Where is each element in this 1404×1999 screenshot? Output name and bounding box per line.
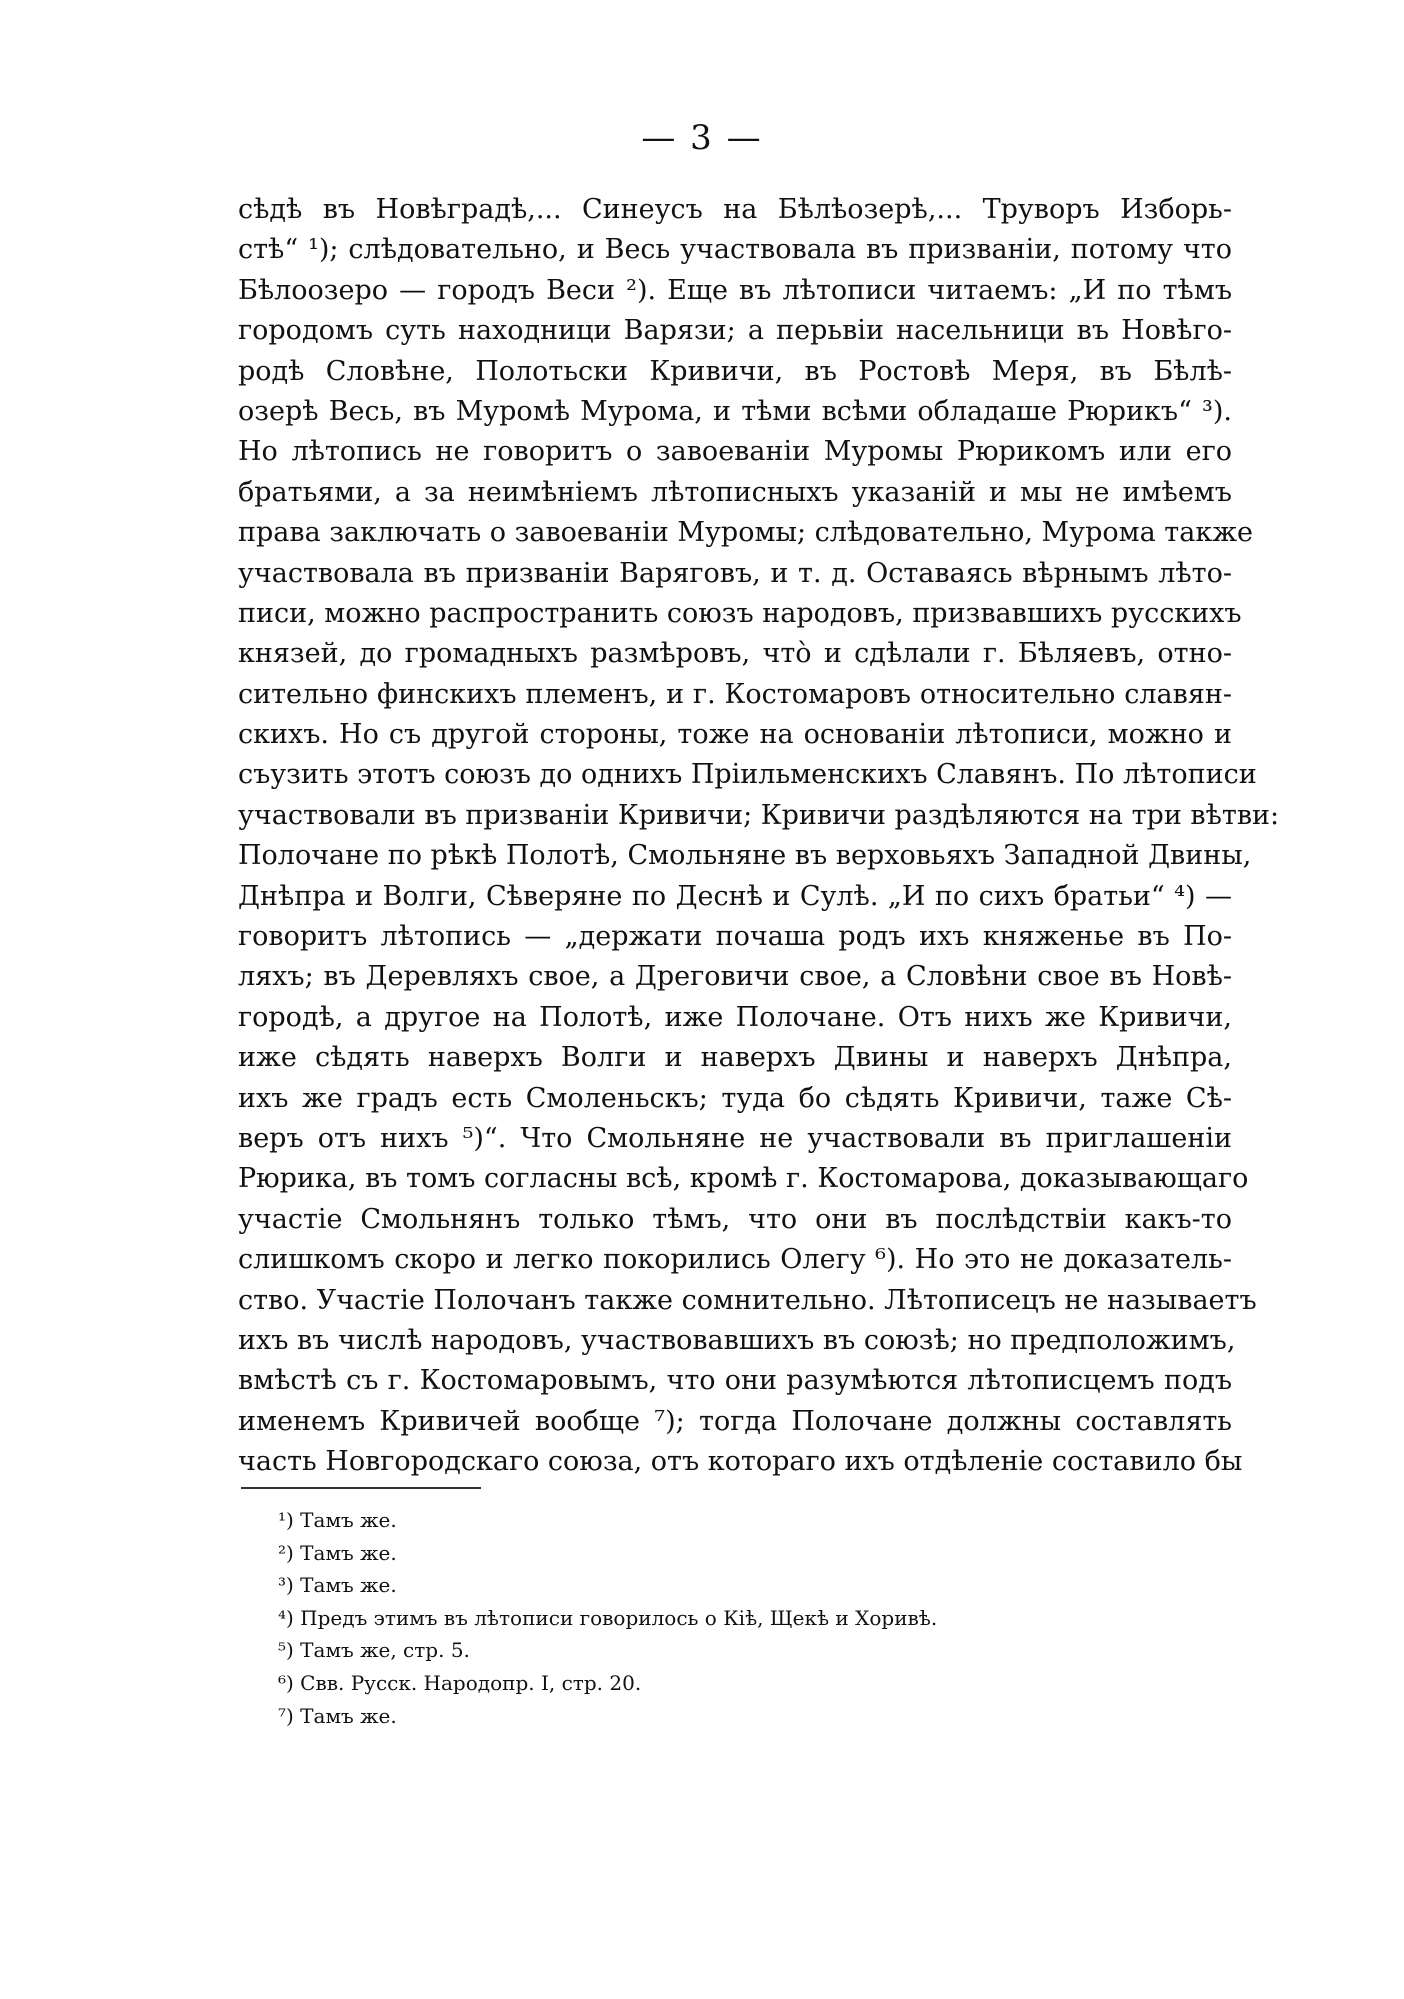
text-line: слишкомъ скоро и легко покорились Олегу ⁶). Но это не доказатель- (238, 1244, 1232, 1276)
footnote: ⁶) Свв. Русск. Народопр. I, стр. 20. (278, 1670, 642, 1695)
text-line: озерѣ Весь, въ Муромѣ Мурома, и тѣми всѣми обладаше Рюрикъ“ ³). (238, 395, 1232, 427)
text-line: князей, до громадныхъ размѣровъ, что̀ и сдѣлали г. Бѣляевъ, отно- (238, 638, 1232, 670)
text-line: права заключать о завоеваніи Муромы; слѣдовательно, Мурома также (238, 517, 1254, 549)
text-line: именемъ Кривичей вообще ⁷); тогда Полочане должны составлять (238, 1405, 1232, 1437)
footnote-separator (241, 1487, 481, 1489)
text-line: братьями, а за неимѣніемъ лѣтописныхъ указаній и мы не имѣемъ (238, 476, 1232, 508)
text-line: участвовала въ призваніи Варяговъ, и т. д. Оставаясь вѣрнымъ лѣто- (238, 557, 1232, 589)
text-line: Бѣлоозеро — городъ Веси ²). Еще въ лѣтописи читаемъ: „И по тѣмъ (238, 274, 1232, 306)
footnote: ⁴) Предъ этимъ въ лѣтописи говорилось о Кіѣ, Щекѣ и Хоривѣ. (278, 1605, 938, 1630)
text-line: стѣ“ ¹); слѣдовательно, и Весь участвовала въ призваніи, потому что (238, 234, 1232, 266)
text-line: сѣдѣ въ Новѣградѣ,... Синеусъ на Бѣлѣозерѣ,... Труворъ Изборь- (238, 194, 1232, 225)
footnote: ⁵) Тамъ же, стр. 5. (278, 1638, 470, 1663)
text-line: участвовали въ призваніи Кривичи; Кривичи раздѣляются на три вѣтви: (238, 799, 1280, 831)
body-text (238, 190, 1280, 1483)
text-line: веръ отъ нихъ ⁵)“. Что Смольняне не участвовали въ приглашеніи (238, 1122, 1232, 1154)
text-line: родѣ Словѣне, Полотьски Кривичи, въ Ростовѣ Меря, въ Бѣлѣ- (238, 355, 1232, 387)
footnotes (278, 1504, 1178, 1732)
footnote: ²) Тамъ же. (278, 1540, 397, 1565)
text-line: сительно финскихъ племенъ, и г. Костомаровъ относительно славян- (238, 678, 1232, 710)
text-line: иже сѣдять наверхъ Волги и наверхъ Двины и наверхъ Днѣпра, (238, 1042, 1232, 1074)
text-line: участіе Смольнянъ только тѣмъ, что они въ послѣдствіи какъ-то (238, 1203, 1232, 1235)
text-line: говоритъ лѣтопись — „держати почаша родъ ихъ княженье въ По- (238, 921, 1232, 953)
footnote: ³) Тамъ же. (278, 1573, 397, 1598)
text-line: вмѣстѣ съ г. Костомаровымъ, что они разумѣются лѣтописцемъ подъ (238, 1365, 1232, 1397)
text-line: скихъ. Но съ другой стороны, тоже на основаніи лѣтописи, можно и (238, 719, 1232, 751)
footnote: ¹) Тамъ же. (278, 1508, 397, 1532)
text-line: Полочане по рѣкѣ Полотѣ, Смольняне въ верховьяхъ Западной Двины, (238, 840, 1252, 872)
text-line: городомъ суть находници Варязи; а перьвіи насельници въ Новѣго- (238, 315, 1232, 347)
text-line: ихъ же градъ есть Смоленьскъ; туда бо сѣдять Кривичи, таже Сѣ- (238, 1082, 1232, 1114)
text-line: часть Новгородскаго союза, отъ котораго ихъ отдѣленіе составило бы (238, 1446, 1243, 1478)
text-line: ляхъ; въ Деревляхъ свое, а Дреговичи свое, а Словѣни свое въ Новѣ- (238, 961, 1232, 993)
text-line: Но лѣтопись не говоритъ о завоеваніи Муромы Рюрикомъ или его (238, 436, 1232, 468)
page-number: — 3 — (641, 118, 763, 158)
text-line: Днѣпра и Волги, Сѣверяне по Деснѣ и Сулѣ. „И по сихъ братьи“ ⁴) — (238, 880, 1232, 912)
text-line: Рюрика, въ томъ согласны всѣ, кромѣ г. Костомарова, доказывающаго (238, 1163, 1249, 1195)
text-line: съузить этотъ союзъ до однихъ Пріильменскихъ Славянъ. По лѣтописи (238, 759, 1257, 791)
text-line: ство. Участіе Полочанъ также сомнительно. Лѣтописецъ не называетъ (238, 1284, 1257, 1316)
footnote: ⁷) Тамъ же. (278, 1703, 397, 1728)
text-line: ихъ въ числѣ народовъ, участвовавшихъ въ союзѣ; но предположимъ, (238, 1324, 1236, 1356)
text-line: городѣ, а другое на Полотѣ, иже Полочане. Отъ нихъ же Кривичи, (238, 1001, 1232, 1033)
text-line: писи, можно распространить союзъ народовъ, призвавшихъ русскихъ (238, 597, 1242, 629)
